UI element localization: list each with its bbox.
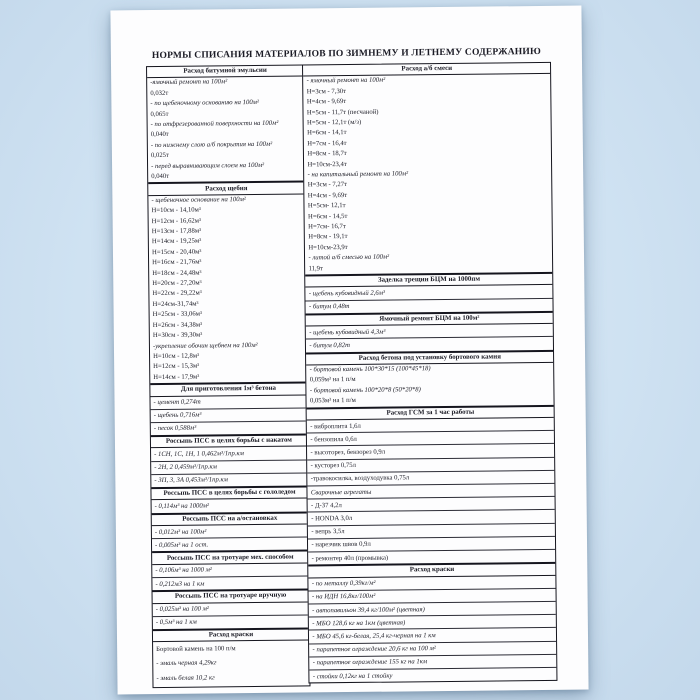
table-row: Н=5см- 12,1т — [307, 202, 346, 210]
table-row: - 0,114м³ на 1000м² — [154, 502, 210, 511]
section-header: Ямочный ремонт БЦМ на 100м² — [306, 311, 553, 327]
table-row: Н=4см - 9,69т — [307, 191, 348, 200]
table-row: -укрепление обочин щебнем на 100м² — [152, 341, 258, 350]
table-column-right — [302, 62, 557, 684]
table-section — [306, 350, 553, 408]
table-row: - Д-37 4,2л — [308, 497, 555, 513]
table-section — [303, 63, 552, 275]
table-row: Н=12см - 16,62м³ — [151, 217, 202, 225]
table-row: - щебень кубовидный 4,3м³ — [306, 324, 553, 340]
table-row: - цемент 0,274т — [150, 395, 306, 410]
table-row: -травокосилка, воздуходувка 0,75л — [308, 471, 555, 487]
table-row: - бензопила 0,6л — [307, 431, 554, 447]
table-section — [306, 311, 553, 352]
table-row: - 3П, 3, 3А 0,453м³/1пр.км — [154, 476, 228, 485]
table-row: - автопавильон 39,4 кг/100м² (цветная) — [309, 602, 556, 618]
table-row: - битум 0,48т — [308, 303, 350, 311]
table-row: Н=5см - 11,7т (песчаной) — [306, 108, 379, 117]
table-row: Н=18см - 24,48м³ — [152, 269, 202, 277]
table-row: - бортовой камень 100*30*15 (100*45*18) — [309, 365, 431, 374]
section-header: Расход краски — [309, 562, 556, 578]
table-row: Н=6см - 14,1т — [307, 129, 347, 137]
table-row: Н=15см - 20,40м³ — [151, 248, 202, 256]
table-row: - высоторез, бензорез 0,9л — [307, 444, 554, 460]
table-row: - виброплита 1,6л — [307, 418, 554, 434]
table-row: Н=25см - 33,06м³ — [152, 310, 202, 319]
section-header: Расход ГСМ за 1 час работы — [307, 405, 554, 421]
table-row: Н=5см - 12,1т (м/з) — [306, 118, 362, 127]
table-row: -ямочный ремонт на 100м² — [150, 78, 228, 87]
table-row: 0,040т — [150, 131, 169, 139]
table-row: Н=16см - 21,76м³ — [152, 258, 202, 267]
table-row: - парапетное ограждение 20,6 кг на 100 м² — [309, 642, 556, 658]
table-row: - перед выравнивающим слоем на 100м² — [151, 161, 265, 170]
table-row: - ремонтер 40л (промывка) — [311, 554, 389, 562]
table-row: Н=14см - 17,9м³ — [153, 373, 200, 381]
table-row: - на ИДН 16,8кг/100м² — [309, 589, 556, 605]
table-row: - нарезчик швов 0,9л — [308, 537, 555, 553]
table-row: 0,025т — [150, 152, 169, 160]
table-row: - по щебеночному основанию на 100м² — [150, 99, 259, 108]
table-row: 11,9т — [308, 264, 323, 273]
section-header: Расход бетона под установку бортового камня — [306, 350, 553, 366]
table-row: Н=10см - 12,8м³ — [153, 352, 200, 360]
table-row: - по отфрезерованной поверхности на 100м² — [150, 119, 279, 129]
table-row: - по металлу 0,39кг/м² — [309, 575, 556, 591]
table-row: - битум 0,82т — [309, 341, 350, 350]
page-title: НОРМЫ СПИСАНИЯ МАТЕРИАЛОВ ПО ЗИМНЕМУ И ЛЕТНЕМУ СОДЕРЖАНИЮ — [151, 45, 541, 62]
table-row: Н=7см- 16,7т — [308, 223, 346, 231]
table-row: Н=13см - 17,88м³ — [151, 227, 202, 236]
table-section — [152, 511, 308, 551]
norms-table — [146, 62, 557, 688]
table-section — [151, 486, 307, 513]
table-row: Н=6см - 14,5т — [307, 212, 348, 221]
table-row: - 1СН, 1С, 1Н, 1 0,462м³/1пр.км — [151, 447, 307, 462]
table-row: - парапетное ограждение 155 кг на 1км — [310, 655, 557, 671]
table-section — [147, 65, 304, 182]
table-section — [151, 434, 308, 488]
table-row: - МБО 128,6 кг на 1км (цветная) — [309, 615, 556, 631]
table-row: - 0,012м³ на 100м² — [152, 524, 308, 539]
table-row: Н=20см - 27,20м³ — [152, 279, 202, 288]
table-section — [152, 550, 308, 590]
table-row: - щебень кубовидный 2,6м³ — [306, 285, 553, 301]
table-section — [148, 181, 306, 383]
section-header: Россыпь ПСС на а/остановках — [152, 511, 308, 526]
table-row: - эмаль белая 10,2 кг — [156, 674, 215, 683]
table-row: Н=8см - 19,1т — [308, 233, 348, 241]
table-row: Н=30см - 39,30м³ — [152, 331, 203, 340]
section-header: Расход битумной эмульсии — [147, 65, 303, 78]
table-row: - песок 0,588м³ — [153, 425, 197, 433]
table-row: - вепрь 3,5л — [308, 524, 555, 540]
table-row: - кусторез 0,75л — [308, 458, 555, 474]
table-section — [153, 589, 309, 629]
section-header: Россыпь ПСС на тротуаре мех. способом — [152, 550, 308, 565]
table-row: Н=12см - 15,3м³ — [153, 362, 200, 371]
table-row: - щебеночное основание на 100м² — [151, 195, 246, 204]
table-row: 0,040т — [151, 172, 170, 181]
table-section — [306, 272, 553, 313]
section-header: Россыпь ПСС на тротуаре вручную — [153, 589, 309, 604]
table-row: - по нижнему слою а/б покрытия на 100м² — [150, 140, 273, 149]
section-header: Расход щебня — [148, 181, 304, 196]
table-section — [153, 627, 310, 686]
section-header: Для приготовления 1м³ бетона — [150, 382, 306, 397]
table-section — [150, 382, 307, 436]
section-header: Заделка трещин БЦМ на 1000пм — [306, 272, 553, 288]
section-header: Россыпь ПСС в целях борьбы с накатом — [151, 434, 307, 449]
table-row: - МБО 45,6 кг-белая, 25,4 кг-черная на 1 км — [309, 628, 556, 644]
table-row: Н=24см-31,74м³ — [152, 300, 199, 308]
table-row: - 0,212м3 на 1 км — [155, 580, 205, 588]
section-header: Россыпь ПСС в целях борьбы с гололедом — [151, 486, 307, 501]
table-row: - 0,106м³ на 1000 м² — [152, 563, 308, 578]
table-column-left — [146, 64, 311, 687]
table-row: - HONDA 3,0л — [308, 510, 555, 526]
table-row: 0,053м³ на 1 п/м — [309, 397, 356, 405]
table-row: - 0,005м³ на 1 ост. — [154, 541, 209, 549]
table-row: - стойки 0,12кг на 1 стойку — [312, 672, 393, 680]
table-row: 0,065т — [150, 110, 169, 118]
table-row: - ямочный ремонт на 100м² — [306, 76, 386, 85]
table-row: Н=3см - 7,27т — [307, 181, 348, 189]
section-header: Расход краски — [153, 627, 309, 642]
table-row: Н=14см - 19,25м³ — [151, 237, 202, 246]
table-row: 0,059м³ на 1 п/м — [309, 376, 356, 384]
table-row: - эмаль черная 4,29кг — [156, 659, 217, 668]
table-row: Н=10см-23,4т — [307, 160, 347, 169]
table-row: Н=4см - 9,69т — [306, 98, 347, 106]
table-row: - 2Н, 2 0,459м³/1пр.км — [151, 460, 307, 475]
table-row: Н=26см - 34,38м³ — [152, 321, 203, 329]
table-row: - щебень 0,716м³ — [151, 408, 307, 423]
table-row: Сварочные агрегаты — [308, 484, 555, 500]
table-row: - на капитальный ремонт на 100м² — [307, 170, 409, 179]
table-section — [307, 405, 555, 565]
table-row: - 0,5м³ на 1 км — [155, 618, 197, 627]
table-row: Н=22см - 29,22м³ — [152, 290, 202, 298]
table-section — [309, 562, 557, 683]
table-row: - 0,025м³ на 100 м² — [153, 602, 309, 617]
table-row: Н=3см - 7,30т — [306, 87, 347, 96]
table-row: 0,032т — [150, 89, 169, 97]
table-row: Бортовой камень на 100 п/м — [156, 644, 236, 653]
table-row: - литой а/б смесью на 100м² — [308, 253, 390, 262]
table-row: Н=10см - 14,10м³ — [151, 206, 201, 215]
table-row: Н=10см-23,9т — [308, 243, 348, 252]
section-header: Расход а/б смеси — [303, 63, 550, 77]
table-row: Н=7см - 16,4т — [307, 139, 347, 148]
table-row: - бортовой камень 100*20*8 (50*20*8) — [309, 386, 421, 395]
table-row: Н=8см - 18,7т — [307, 150, 347, 158]
document-page — [110, 6, 588, 695]
